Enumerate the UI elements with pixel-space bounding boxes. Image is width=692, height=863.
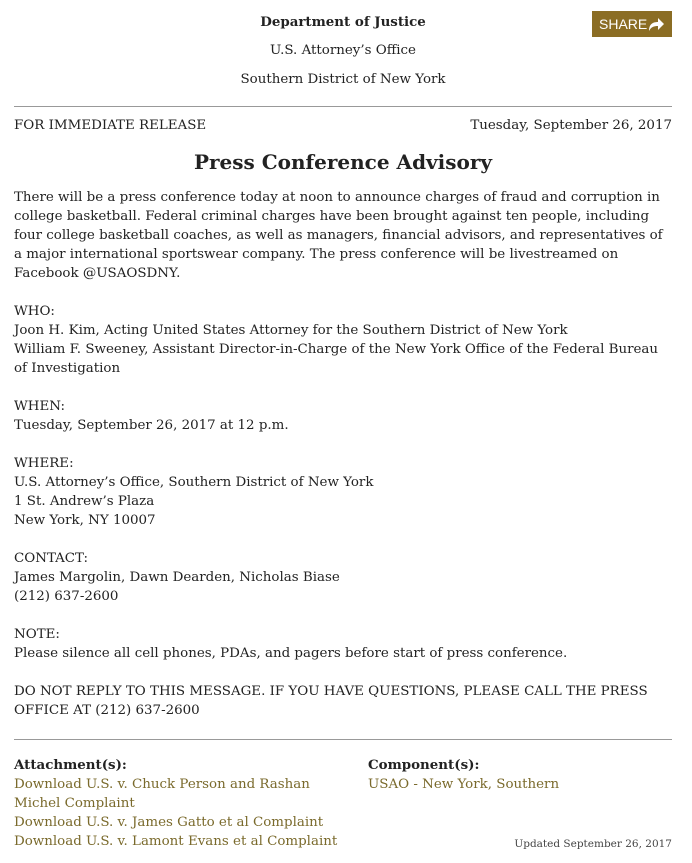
press-release-page (14, 0, 672, 851)
section-label: WHERE: (14, 456, 74, 471)
attachment-link-evans[interactable]: Download U.S. v. Lamont Evans et al Complaint (14, 834, 338, 849)
top-divider (14, 106, 672, 107)
attachment-link-person-michel[interactable]: Download U.S. v. Chuck Person and Rashan Michel Complaint (14, 777, 310, 811)
page-title: Press Conference Advisory (193, 150, 493, 174)
section-line: James Margolin, Dawn Dearden, Nicholas Biase (14, 570, 340, 585)
section-line: William F. Sweeney, Assistant Director-in-Charge of the New York Office of the Federal Bureau of Investigation (14, 342, 659, 376)
section-label: WHO: (14, 304, 55, 319)
attachments-column (14, 756, 368, 851)
section-label: WHEN: (14, 399, 65, 414)
section-line: Joon H. Kim, Acting United States Attorney for the Southern District of New York (14, 323, 568, 338)
share-label: SHARE (599, 16, 648, 32)
disclaimer-text: DO NOT REPLY TO THIS MESSAGE. IF YOU HAVE QUESTIONS, PLEASE CALL THE PRESS OFFICE AT (212) 637-2600 (14, 684, 648, 718)
attachments-heading: Attachment(s): (14, 757, 127, 773)
section-line: (212) 637-2600 (14, 589, 119, 604)
components-heading: Component(s): (368, 757, 480, 773)
district-name: Southern District of New York (240, 72, 446, 87)
bottom-divider (14, 739, 672, 740)
share-arrow-icon (646, 14, 666, 34)
section-line: Tuesday, September 26, 2017 at 12 p.m. (14, 418, 289, 433)
section-line: 1 St. Andrew’s Plaza (14, 494, 155, 509)
release-row (14, 116, 672, 135)
office-name: U.S. Attorney’s Office (270, 43, 416, 58)
section-contact (14, 549, 672, 606)
section-where (14, 454, 672, 530)
section-who (14, 302, 672, 378)
intro-paragraph: There will be a press conference today at noon to announce charges of fraud and corruption in college basketball. Federal criminal charges have been brought against ten people, including four college basketball coaches, as well as managers, financial advisors, and representatives of a major international sportswear company. The press conference will be livestreamed on Facebook @USAOSDNY. (14, 190, 663, 281)
section-label: CONTACT: (14, 551, 89, 566)
section-when (14, 397, 672, 435)
updated-date: Updated September 26, 2017 (514, 838, 672, 850)
release-label: FOR IMMEDIATE RELEASE (14, 118, 207, 133)
attachment-link-gatto[interactable]: Download U.S. v. James Gatto et al Complaint (14, 815, 324, 830)
component-link-usao-ny-southern[interactable]: USAO - New York, Southern (368, 777, 560, 792)
section-note (14, 625, 672, 663)
section-line: Please silence all cell phones, PDAs, and pagers before start of press conference. (14, 646, 568, 661)
share-button[interactable] (592, 11, 672, 37)
section-line: New York, NY 10007 (14, 513, 156, 528)
agency-name: Department of Justice (260, 14, 426, 30)
section-label: NOTE: (14, 627, 60, 642)
release-date: Tuesday, September 26, 2017 (470, 118, 672, 133)
page-header (14, 0, 672, 106)
section-line: U.S. Attorney’s Office, Southern District of New York (14, 475, 374, 490)
